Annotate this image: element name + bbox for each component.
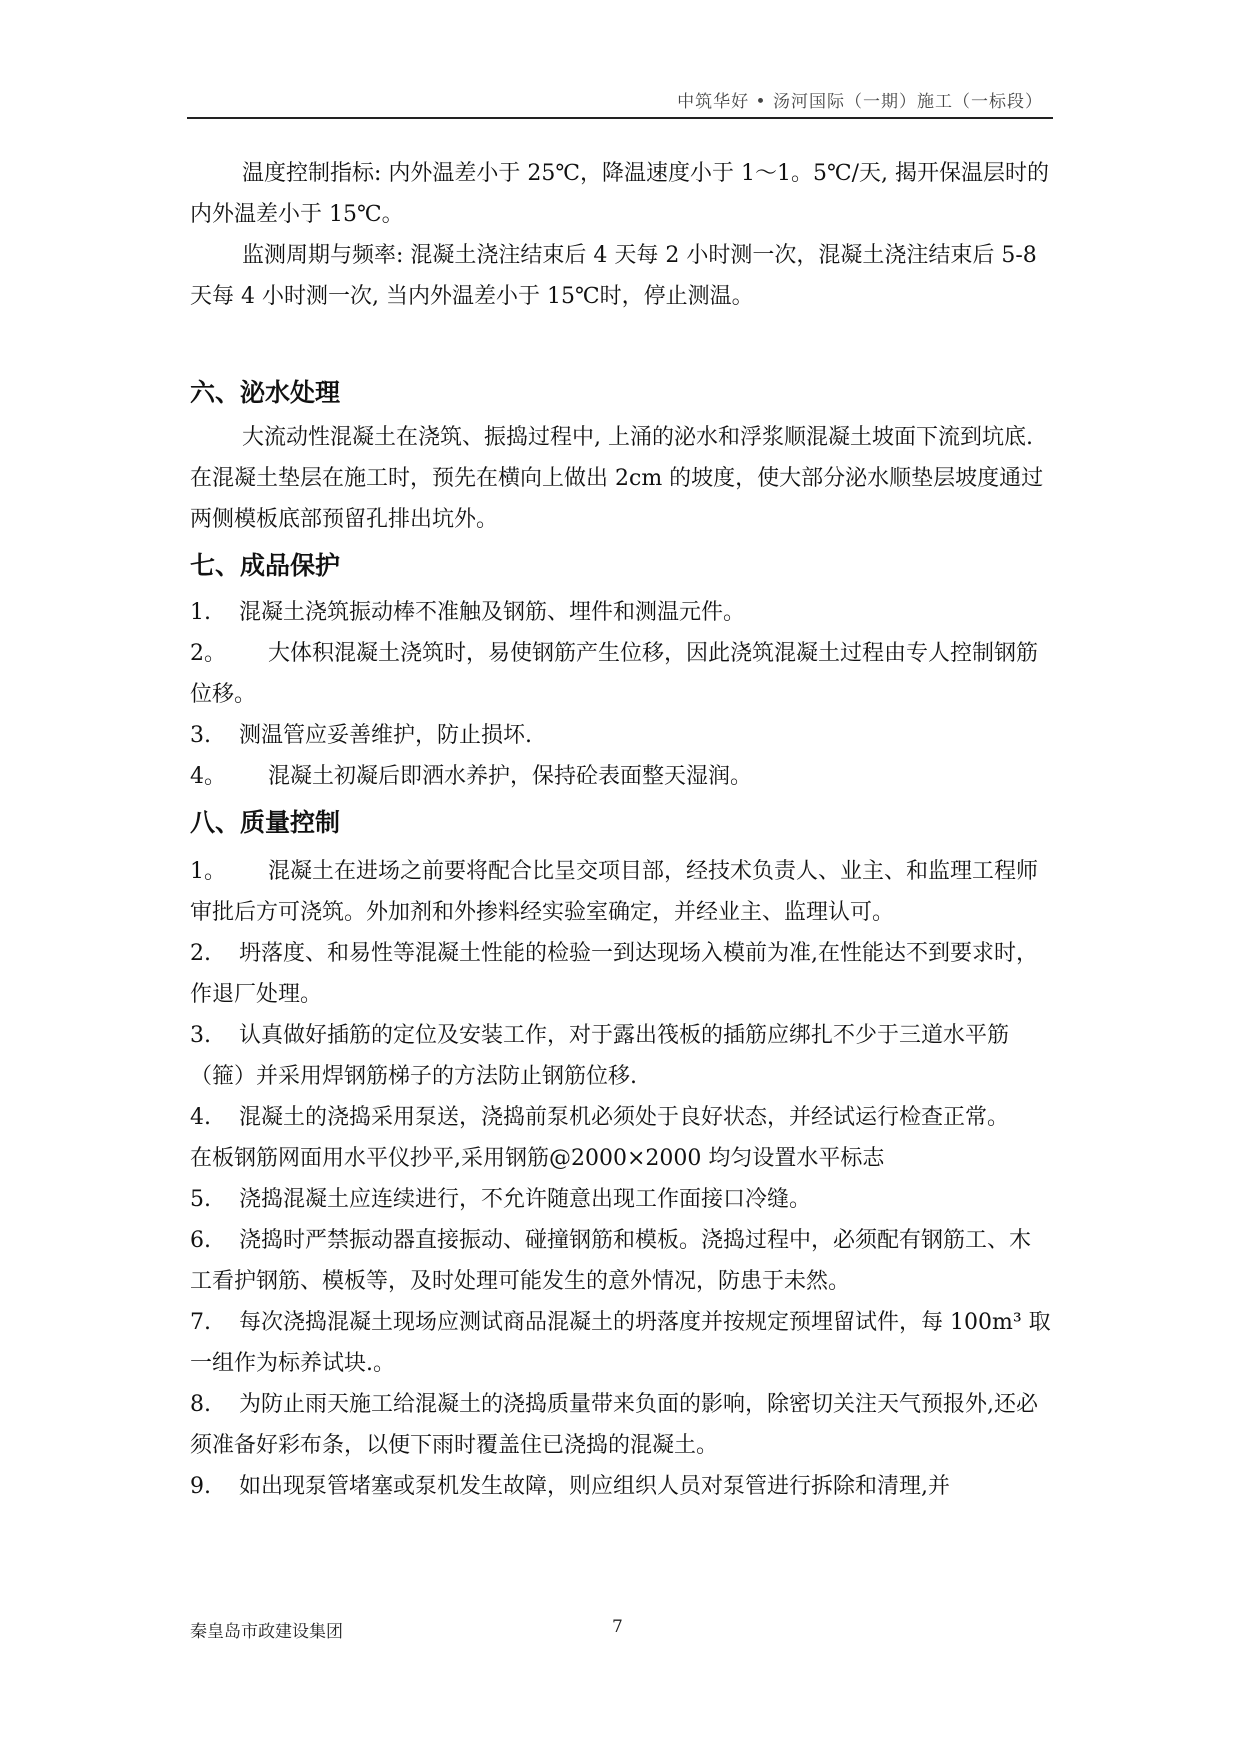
item-text: 认真做好插筋的定位及安装工作，对于露出筏板的插筋应绑扎不少于三道水平筋（箍）并采用焊钢筋梯子的方法防止钢筋位移. [190, 1023, 1009, 1089]
item-text: 混凝土初凝后即洒水养护，保持砼表面整天湿润。 [267, 764, 752, 789]
item-number: 8. [190, 1392, 211, 1417]
item-number: 4. [190, 1105, 211, 1130]
item-number: 7. [190, 1310, 211, 1335]
item-number: 5. [190, 1187, 211, 1212]
item-text: 混凝土浇筑振动棒不准触及钢筋、埋件和测温元件。 [238, 600, 745, 625]
document-body [190, 153, 1052, 1507]
item-number: 1. [190, 600, 211, 625]
list-item [190, 1015, 1052, 1097]
temperature-control-paragraph: 温度控制指标: 内外温差小于 25℃，降温速度小于 1～1。5℃/天, 揭开保温层时的内外温差小于 15℃。 [190, 161, 1049, 227]
item-text: 浇捣时严禁振动器直接振动、碰撞钢筋和模板。浇捣过程中，必须配有钢筋工、木工看护钢筋、模板等，及时处理可能发生的意外情况，防患于未然。 [190, 1228, 1031, 1294]
item-text: 混凝土的浇捣采用泵送，浇捣前泵机必须处于良好状态，并经试运行检查正常。 [238, 1105, 1009, 1130]
item-text: 如出现泵管堵塞或泵机发生故障，则应组织人员对泵管进行拆除和清理,并 [238, 1474, 950, 1499]
item-text: 混凝土在进场之前要将配合比呈交项目部，经技术负责人、业主、和监理工程师审批后方可浇筑。外加剂和外掺料经实验室确定，并经业主、监理认可。 [190, 859, 1038, 925]
item-number: 2. [190, 941, 211, 966]
item-text: 为防止雨天施工给混凝土的浇捣质量带来负面的影响，除密切关注天气预报外,还必须准备好彩布条，以便下雨时覆盖住已浇捣的混凝土。 [190, 1392, 1038, 1458]
section-6-heading: 六、泌水处理 [190, 378, 341, 407]
page-header [187, 85, 1053, 119]
item-text: 每次浇捣混凝土现场应测试商品混凝土的坍落度并按规定预埋留试件，每 100m³ 取一组作为标养试块.。 [190, 1310, 1051, 1376]
list-item [190, 1302, 1052, 1384]
item-text: 浇捣混凝土应连续进行，不允许随意出现工作面接口冷缝。 [238, 1187, 811, 1212]
list-item [190, 715, 1052, 756]
item-number: 1。 [190, 859, 226, 884]
item-number: 9. [190, 1474, 211, 1499]
section-7-heading: 七、成品保护 [190, 551, 341, 580]
item-number: 2。 [190, 641, 226, 666]
list-item [190, 1179, 1052, 1220]
monitoring-frequency-paragraph: 监测周期与频率: 混凝土浇注结束后 4 天每 2 小时测一次，混凝土浇注结束后 5-8 天每 4 小时测一次, 当内外温差小于 15℃时，停止测温。 [190, 243, 1037, 309]
leveling-note: 在板钢筋网面用水平仪抄平,采用钢筋@2000×2000 均匀设置水平标志 [190, 1146, 885, 1171]
header-title: 中筑华好 • 汤河国际（一期）施工（一标段） [677, 92, 1043, 112]
item-number: 3. [190, 723, 211, 748]
list-item [190, 1466, 1052, 1507]
list-item [190, 1384, 1052, 1466]
list-item [190, 851, 1052, 933]
section-8-heading: 八、质量控制 [190, 808, 341, 837]
footer-organization: 秦皇岛市政建设集团 [190, 1622, 343, 1642]
list-item [190, 592, 1052, 633]
list-item [190, 933, 1052, 1015]
item-text: 测温管应妥善维护，防止损坏. [238, 723, 532, 748]
list-item [190, 633, 1052, 715]
item-text: 坍落度、和易性等混凝土性能的检验一到达现场入模前为准,在性能达不到要求时，作退厂处理。 [190, 941, 1038, 1007]
item-number: 4。 [190, 764, 226, 789]
item-number: 3. [190, 1023, 211, 1048]
page-number: 7 [612, 1617, 623, 1637]
section-7-list [190, 592, 1052, 797]
section-8-list [190, 851, 1052, 1507]
item-number: 6. [190, 1228, 211, 1253]
list-item [190, 1220, 1052, 1302]
list-item [190, 1097, 1052, 1138]
item-text: 大体积混凝土浇筑时，易使钢筋产生位移，因此浇筑混凝土过程由专人控制钢筋位移。 [190, 641, 1038, 707]
section-6-paragraph: 大流动性混凝土在浇筑、振捣过程中, 上涌的泌水和浮浆顺混凝土坡面下流到坑底. 在混凝土垫层在施工时，预先在横向上做出 2cm 的坡度，使大部分泌水顺垫层坡度通过两侧模板底部预留孔排出坑外。 [190, 425, 1044, 532]
list-item [190, 756, 1052, 797]
